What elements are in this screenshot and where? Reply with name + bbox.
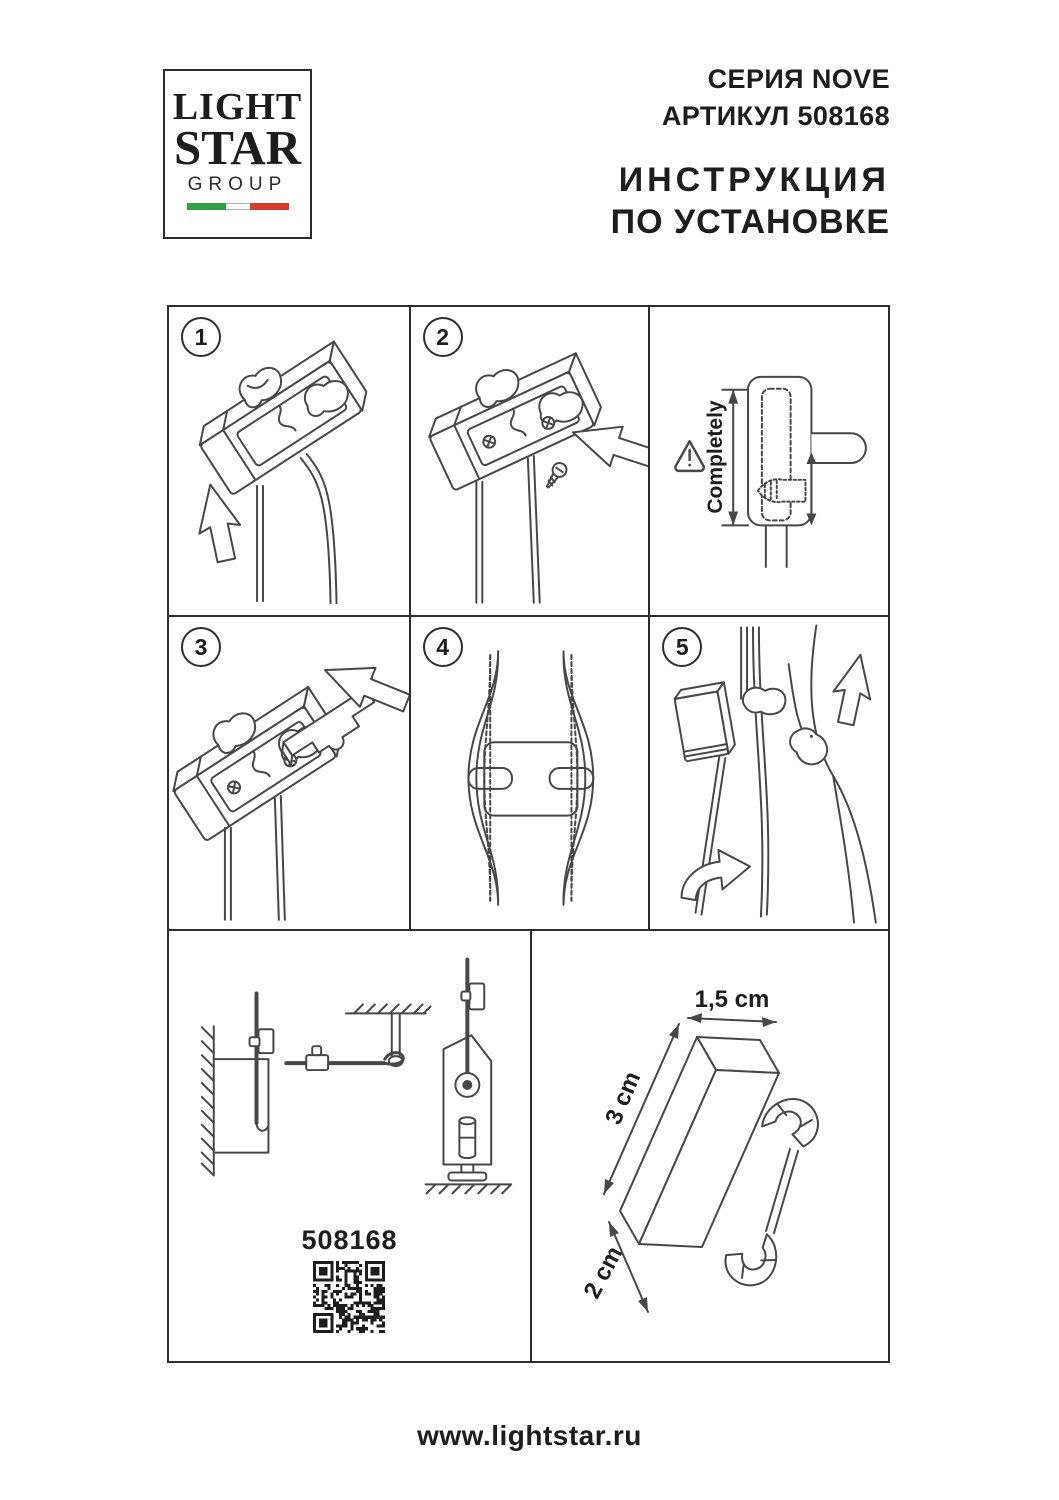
panel-warning (648, 307, 888, 615)
cable-between-clips (766, 1149, 798, 1233)
italian-flag-bar (187, 203, 289, 210)
svg-text:2 cm: 2 cm (578, 1241, 629, 1303)
loose-screw (542, 460, 569, 491)
panel-step-3 (169, 615, 409, 929)
step-number-badge: 2 (423, 317, 463, 357)
article-number: 508168 (301, 1225, 398, 1255)
mounting-overview-illustration (169, 931, 530, 1231)
ceiling-mount-diagram (286, 1004, 430, 1070)
slot-drawing (748, 377, 866, 567)
up-arrow-icon (190, 480, 247, 564)
retainer-hook (743, 688, 786, 715)
panel-step-5 (648, 615, 888, 929)
screw-in-slot (758, 479, 806, 502)
qr-code (313, 1261, 385, 1333)
floor-stand-diagram (426, 960, 512, 1194)
lightstar-logo (163, 69, 312, 239)
svg-text:3 cm: 3 cm (599, 1067, 647, 1129)
clip-front-view (468, 742, 593, 815)
warning-triangle-icon (676, 441, 704, 471)
cable-clip-drawing (169, 672, 348, 842)
flag-white-segment (226, 203, 250, 210)
flag-red-segment (250, 203, 289, 210)
panel-step-1 (169, 307, 409, 615)
website-url: www.lightstar.ru (417, 1420, 642, 1451)
series-title: СЕРИЯ NOVE (707, 64, 890, 94)
step-number-badge: 5 (662, 627, 702, 667)
panel-step-2 (409, 307, 649, 615)
warning-illustration (650, 307, 888, 615)
article-title: АРТИКУЛ 508168 (661, 101, 890, 131)
step-number-badge: 4 (423, 627, 463, 667)
completely-label: Completely (704, 400, 728, 514)
step-number-badge: 1 (181, 317, 221, 357)
up-arrow-icon (828, 651, 879, 728)
panel-dimensions (530, 931, 888, 1361)
logo-line-group: GROUP (187, 174, 288, 196)
svg-text:1,5 cm: 1,5 cm (694, 986, 770, 1013)
panel-mounting-overview (169, 931, 530, 1361)
dimensions-illustration (532, 931, 888, 1361)
product-box-drawing (620, 1037, 779, 1247)
clip-box (673, 682, 736, 761)
page-title-line1: ИНСТРУКЦИЯ (618, 161, 890, 199)
bottom-row (169, 929, 888, 1361)
step-number-badge: 3 (181, 627, 221, 667)
wall-mount-diagram (202, 993, 274, 1175)
logo-line-light: LIGHT (172, 86, 303, 128)
instruction-grid (167, 305, 890, 1363)
hanging-cables (476, 456, 539, 603)
hanging-cables (257, 454, 336, 603)
pull-arrow-icon (677, 847, 753, 902)
page-title-line2: ПО УСТАНОВКЕ (610, 203, 890, 241)
flag-green-segment (187, 203, 226, 210)
panel-step-4 (409, 615, 649, 929)
logo-line-star: STAR (173, 120, 302, 176)
dimension-width (688, 986, 776, 1027)
cable-clip-blob (758, 1094, 823, 1154)
cable-clip-drawing (415, 337, 606, 491)
cable-clip-blob (718, 1222, 786, 1293)
